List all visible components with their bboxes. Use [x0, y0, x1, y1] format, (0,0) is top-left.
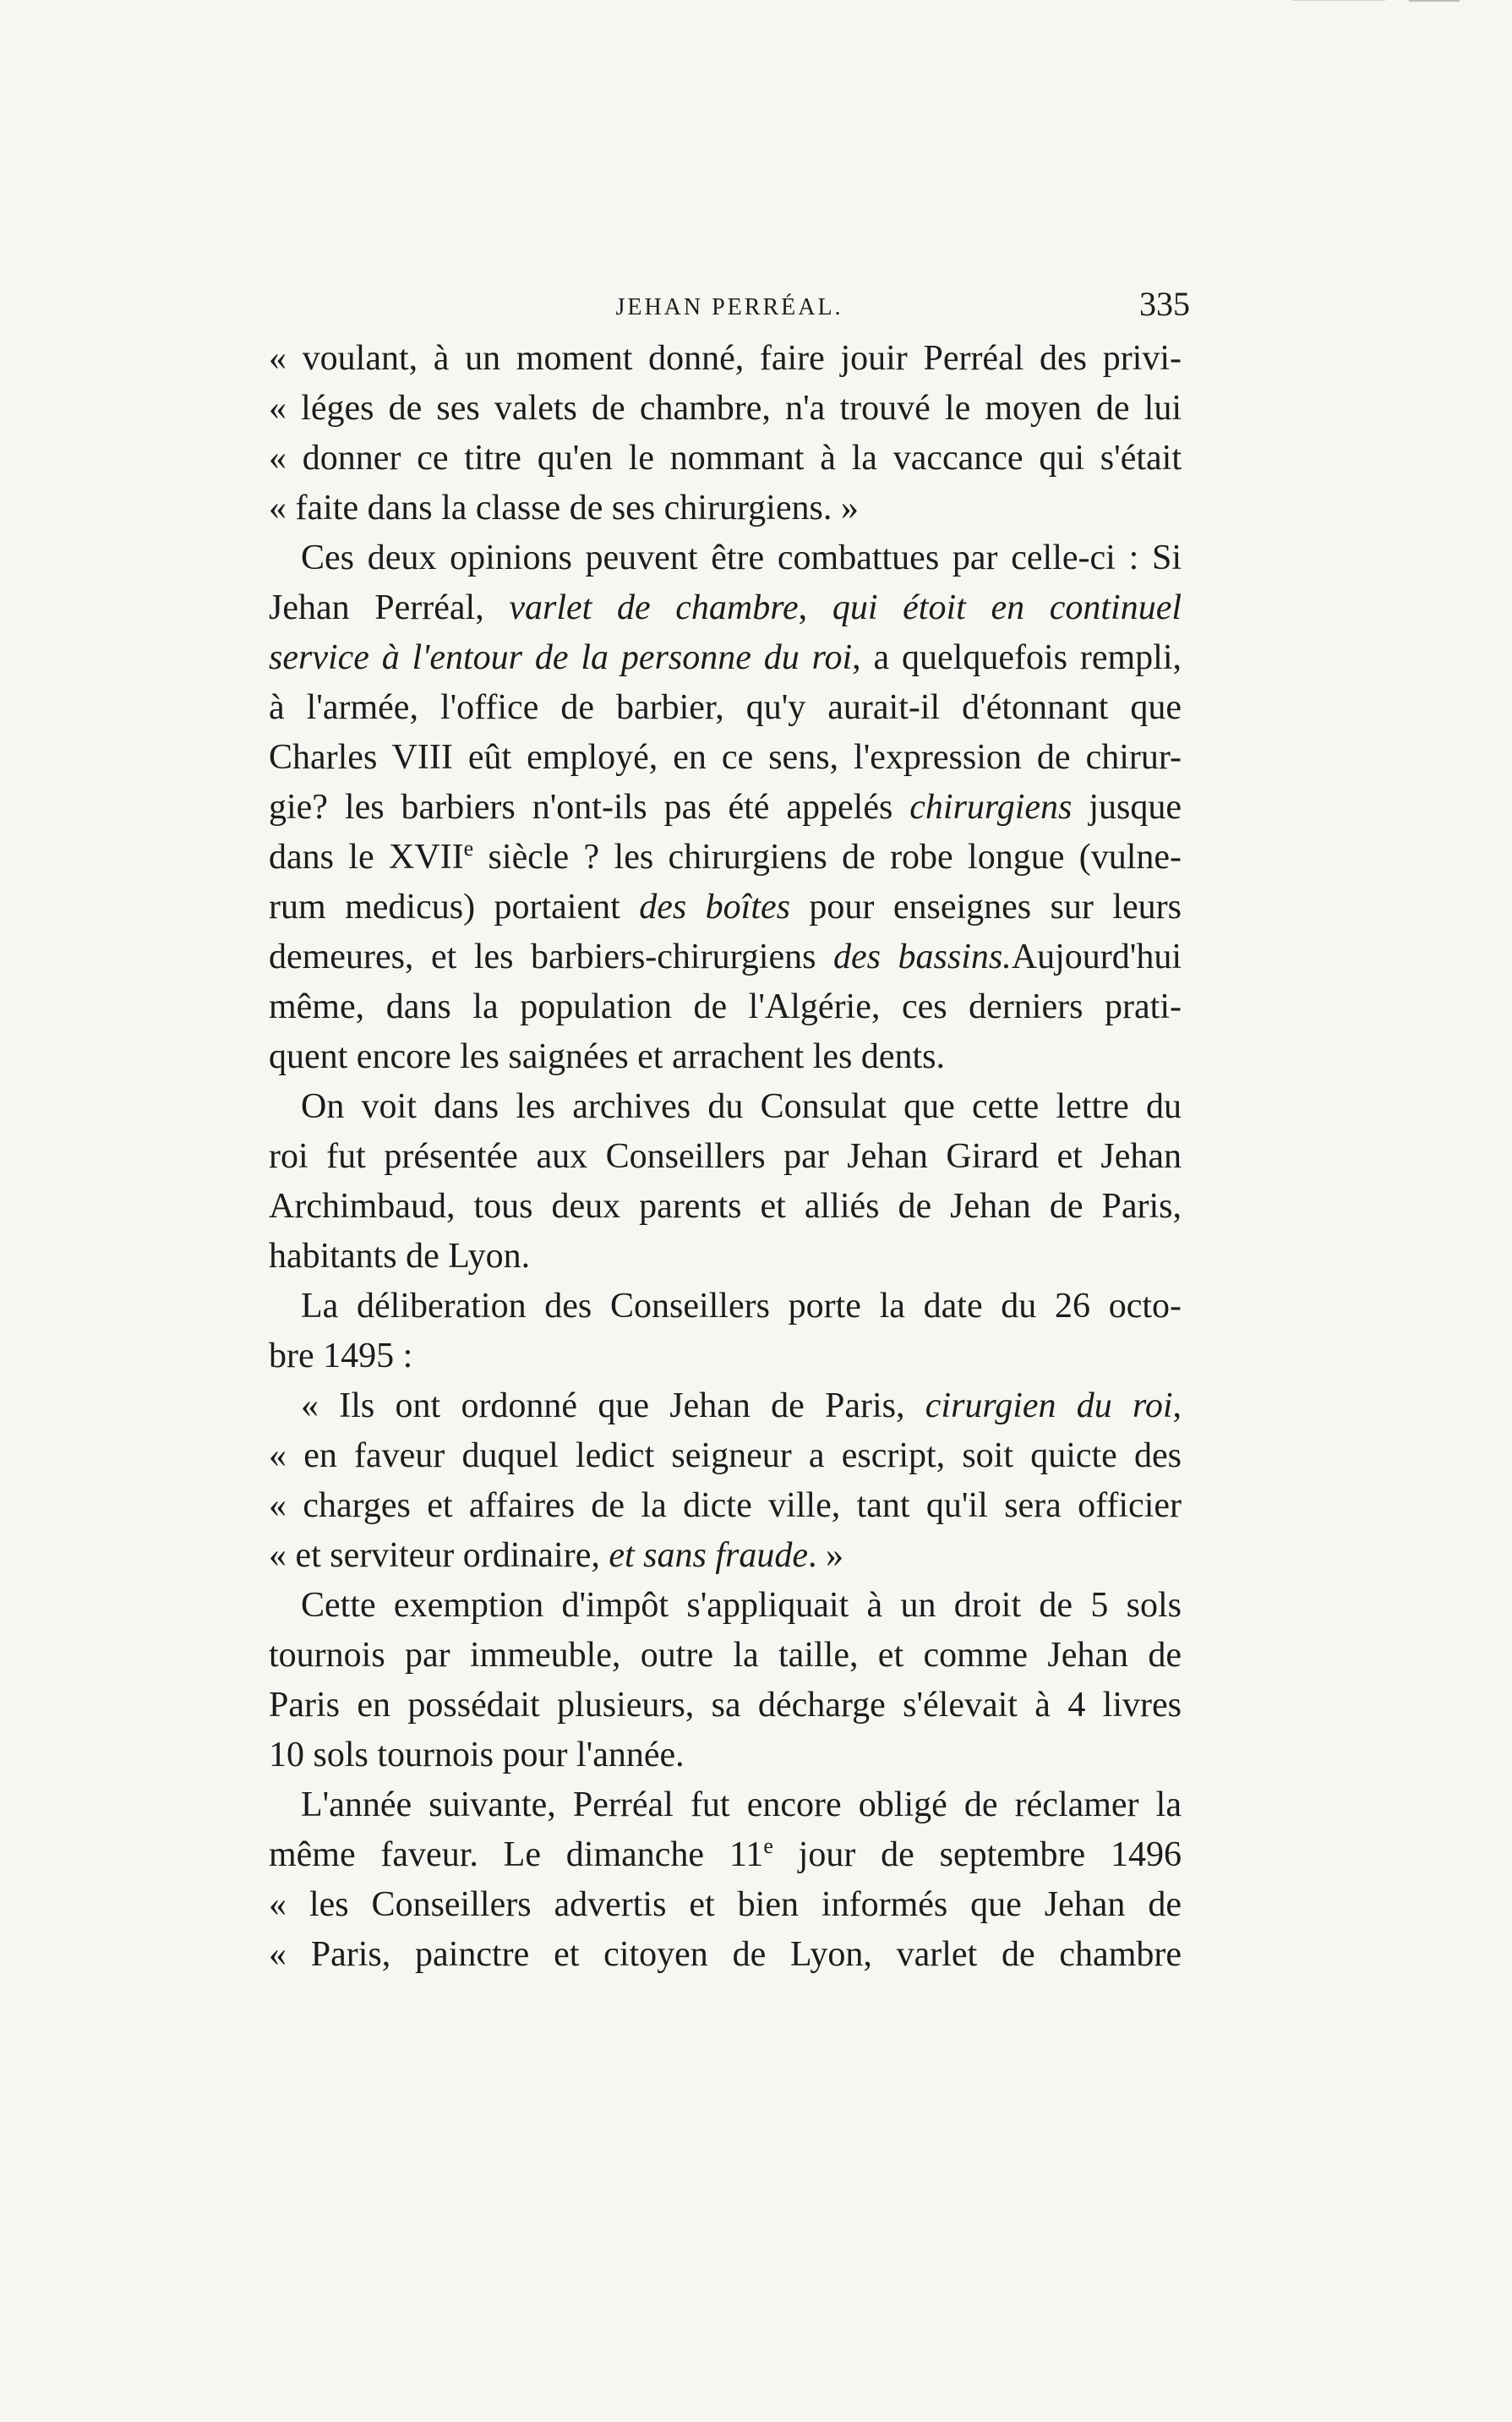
text-line: habitants de Lyon.	[269, 1237, 531, 1276]
text-line: Jehan Perréal, varlet de chambre, qui étoit en continuel	[269, 588, 1182, 627]
page-number: 335	[1139, 285, 1190, 323]
text-line: Archimbaud, tous deux parents et alliés de Jehan de Paris,	[269, 1187, 1182, 1226]
text-line: « donner ce titre qu'en le nommant à la vaccance qui s'était	[269, 439, 1182, 478]
running-head: JEHAN PERRÉAL.	[615, 294, 843, 320]
text-line: « les Conseillers advertis et bien informés que Jehan de	[269, 1885, 1182, 1924]
text-line: tournois par immeuble, outre la taille, et comme Jehan de	[269, 1636, 1182, 1675]
text-line: service à l'entour de la personne du roi, a quelquefois rempli,	[269, 638, 1182, 677]
text-line: même faveur. Le dimanche 11e jour de septembre 1496	[269, 1834, 1182, 1874]
text-line: « voulant, à un moment donné, faire jouir Perréal des privi-	[269, 339, 1182, 378]
text-line: à l'armée, l'office de barbier, qu'y aurait-il d'étonnant que	[269, 688, 1182, 727]
scan-mark-line	[1292, 0, 1385, 1]
text-line: 10 sols tournois pour l'année.	[269, 1736, 685, 1774]
text-line: demeures, et les barbiers-chirurgiens des bassins.Aujourd'hui	[269, 938, 1182, 976]
page-header	[269, 279, 1190, 330]
text-line: « faite dans la classe de ses chirurgiens. »	[269, 489, 859, 528]
text-line: roi fut présentée aux Conseillers par Jehan Girard et Jehan	[269, 1137, 1182, 1176]
text-line: rum medicus) portaient des boîtes pour enseignes sur leurs	[269, 888, 1182, 927]
text-line: La déliberation des Conseillers porte la date du 26 octo-	[301, 1287, 1182, 1326]
text-line: « en faveur duquel ledict seigneur a escript, soit quicte des	[269, 1436, 1182, 1475]
scan-mark-line	[1409, 0, 1460, 2]
text-line: « léges de ses valets de chambre, n'a trouvé le moyen de lui	[269, 389, 1182, 428]
text-line: gie? les barbiers n'ont-ils pas été appelés chirurgiens jusque	[269, 788, 1182, 827]
page-body	[269, 334, 1182, 1980]
text-line: quent encore les saignées et arrachent les dents.	[269, 1037, 945, 1076]
text-line: « Ils ont ordonné que Jehan de Paris, cirurgien du roi,	[301, 1386, 1182, 1425]
text-line: Cette exemption d'impôt s'appliquait à un droit de 5 sols	[301, 1586, 1182, 1625]
text-line: On voit dans les archives du Consulat que cette lettre du	[301, 1087, 1182, 1126]
text-line: « charges et affaires de la dicte ville, tant qu'il sera officier	[269, 1486, 1182, 1525]
text-line: Paris en possédait plusieurs, sa décharge s'élevait à 4 livres	[269, 1686, 1182, 1725]
text-line: Ces deux opinions peuvent être combattues par celle-ci : Si	[301, 539, 1182, 577]
text-line: dans le XVIIe siècle ? les chirurgiens de robe longue (vulne-	[269, 836, 1182, 877]
text-line: Charles VIII eût employé, en ce sens, l'expression de chirur-	[269, 738, 1182, 777]
text-line: « Paris, painctre et citoyen de Lyon, varlet de chambre	[269, 1935, 1182, 1974]
text-line: bre 1495 :	[269, 1337, 413, 1375]
text-line: L'année suivante, Perréal fut encore obligé de réclamer la	[301, 1785, 1182, 1824]
text-line: même, dans la population de l'Algérie, ces derniers prati-	[269, 987, 1182, 1026]
text-line: « et serviteur ordinaire, et sans fraude. »	[269, 1536, 843, 1575]
